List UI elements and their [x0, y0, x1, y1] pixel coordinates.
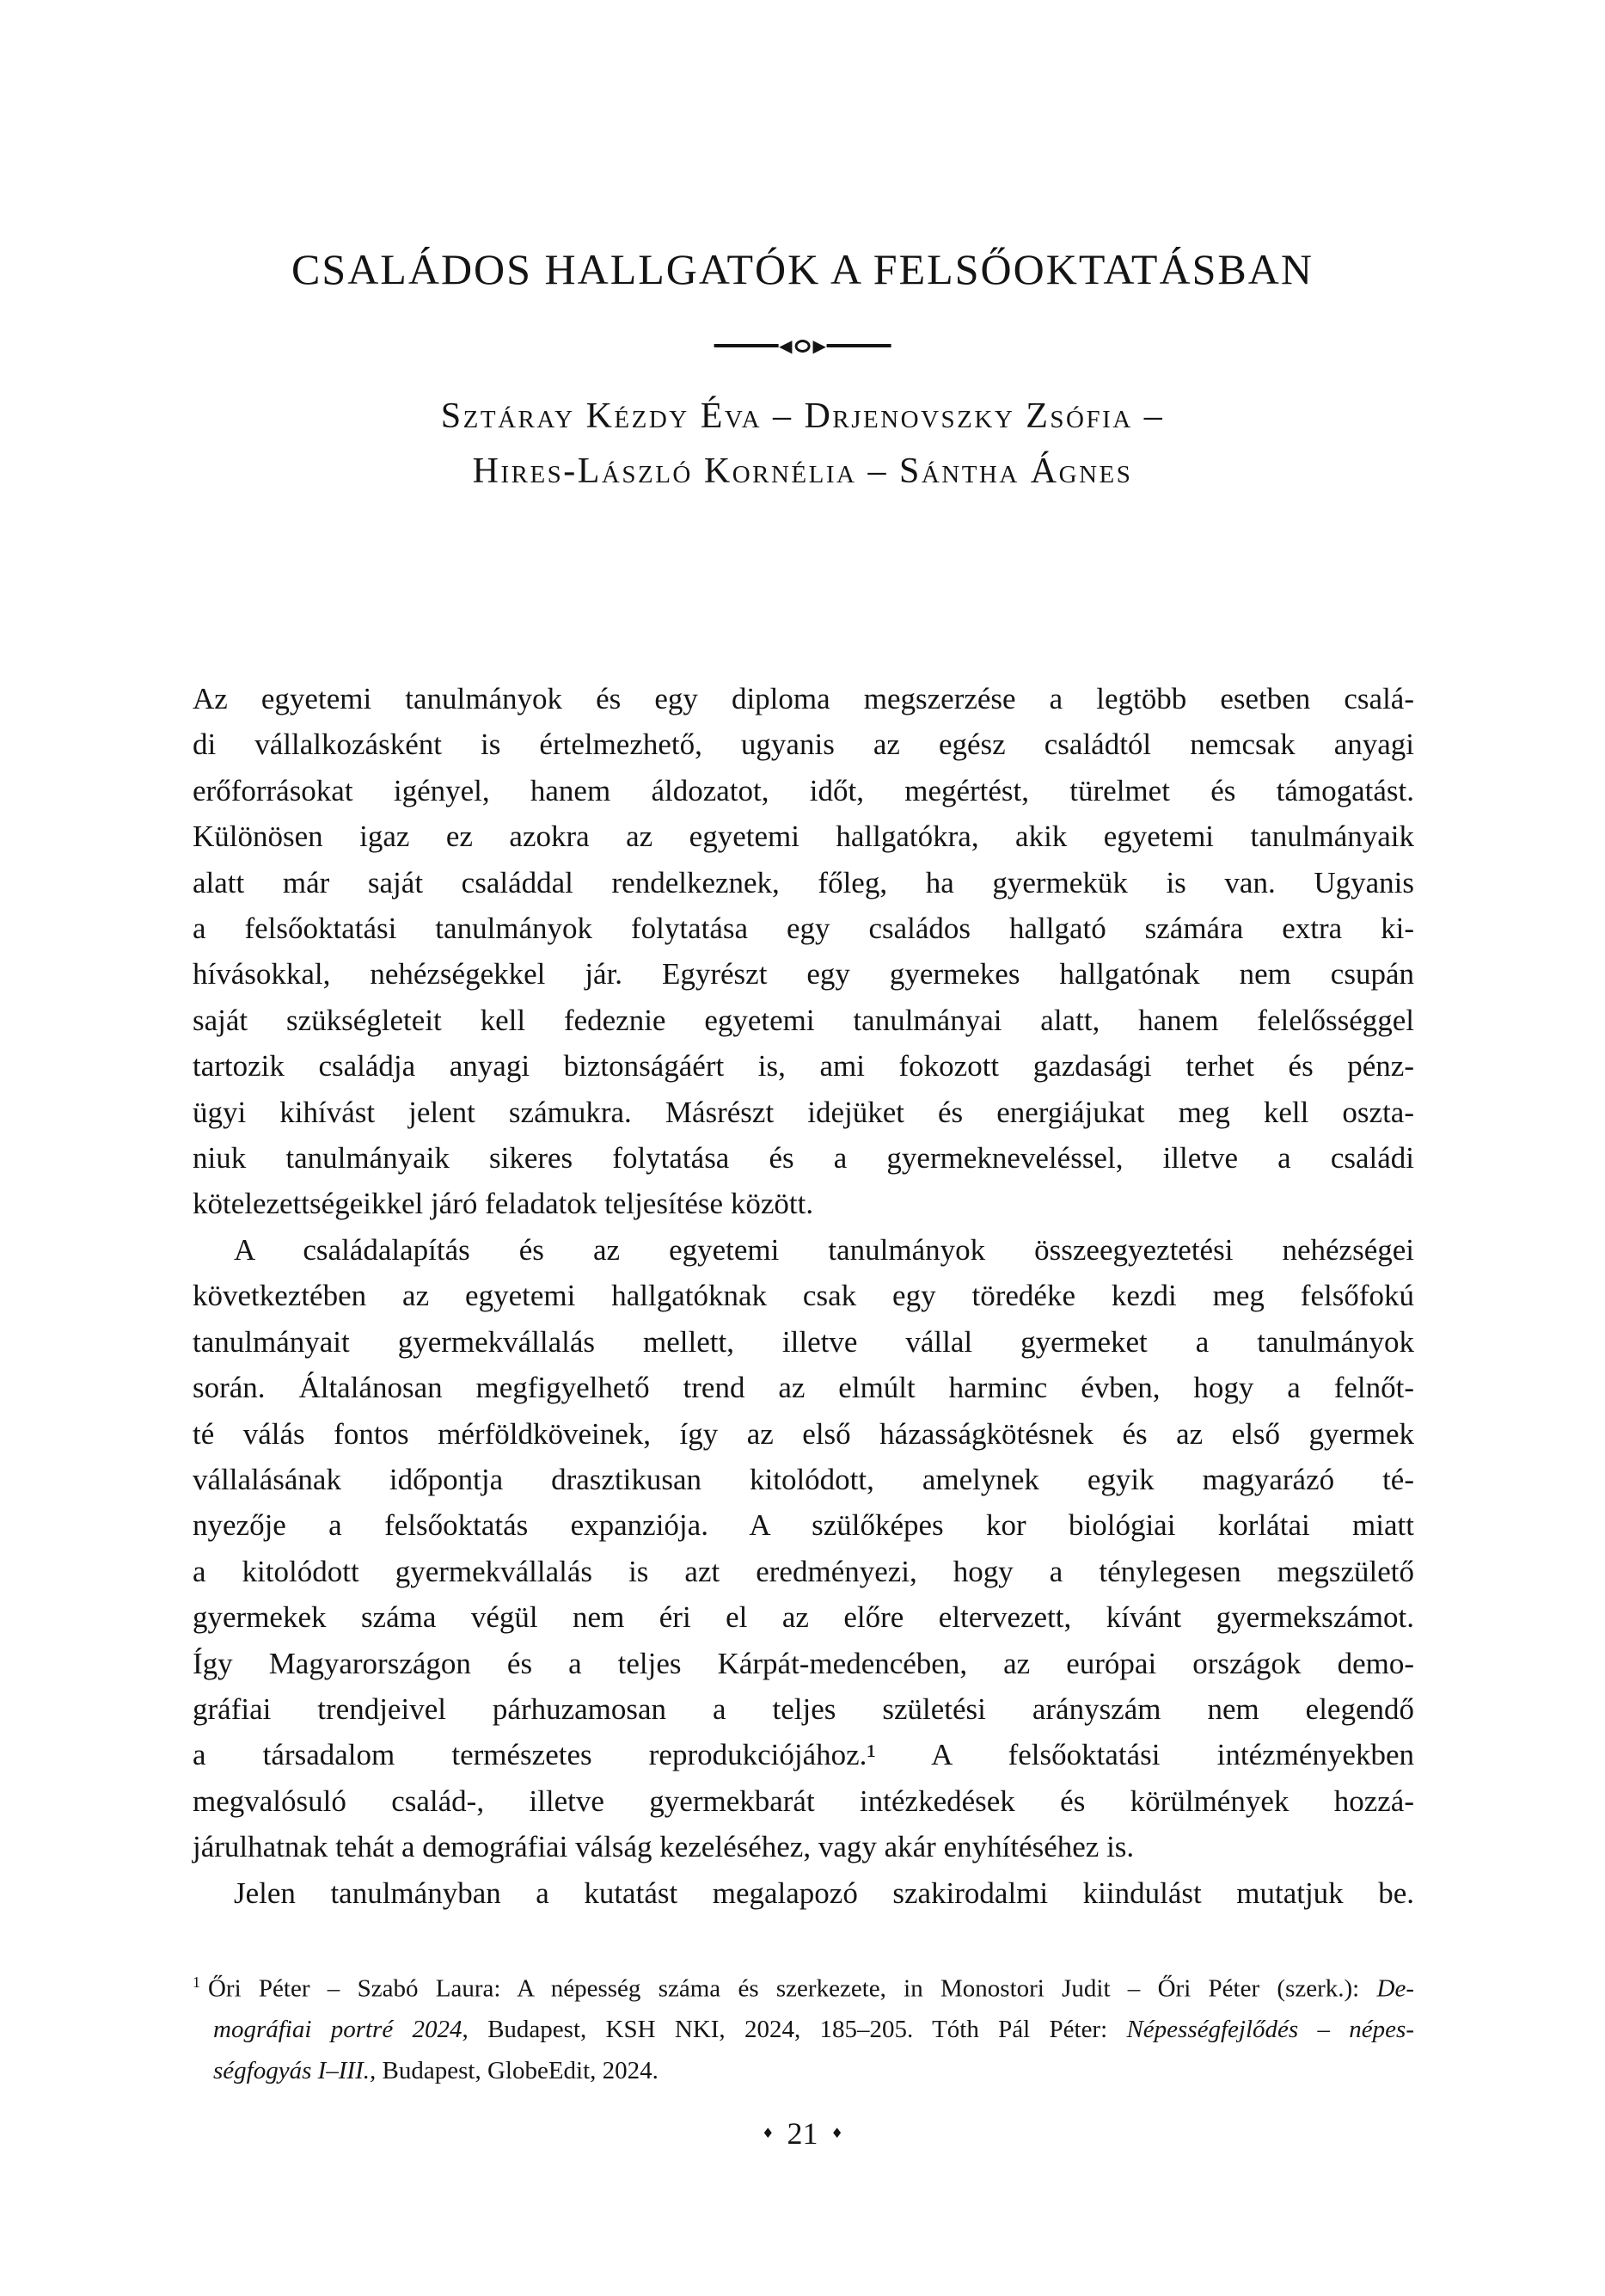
body-line: gráfiai trendjeivel párhuzamosan a teljes születési arányszám nem elegendő	[193, 1691, 1414, 1726]
footnote-line	[193, 1962, 1414, 2010]
body-line: gyermekek száma végül nem éri el az előre eltervezett, kívánt gyermekszámot.	[193, 1600, 1414, 1635]
footnote	[193, 1962, 1414, 2091]
body-text	[193, 676, 1414, 1916]
authors-line-1: Sztáray Kézdy Éva – Drjenovszky Zsófia –	[440, 396, 1165, 436]
body-line: következtében az egyetemi hallgatóknak csak egy töredéke kezdi meg felsőfokú	[193, 1279, 1414, 1313]
body-line: Különösen igaz ez azokra az egyetemi hallgatókra, akik egyetemi tanulmányaik	[193, 820, 1414, 854]
page-number-value: 21	[787, 2116, 818, 2151]
body-line: erőforrásokat igényel, hanem áldozatot, időt, megértést, türelmet és támogatást.	[193, 773, 1414, 807]
body-line: tartozik családja anyagi biztonságáért is, ami fokozott gazdasági terhet és pénz-	[193, 1049, 1414, 1084]
body-line: saját szükségleteit kell fedeznie egyetemi tanulmányai alatt, hanem felelősséggel	[193, 1003, 1414, 1037]
right-triangle-icon: ▶	[812, 335, 826, 356]
paragraph-3	[193, 1870, 1414, 1916]
body-line: a kitolódott gyermekvállalás is azt eredményezi, hogy a ténylegesen megszülető	[193, 1554, 1414, 1588]
footnote-line	[193, 2010, 1414, 2051]
body-line: hívásokkal, nehézségekkel jár. Egyrészt egy gyermekes hallgatónak nem csupán	[193, 957, 1414, 991]
footnote-text-italic: Népességfejlődés – népes-	[1126, 2016, 1414, 2044]
body-line: megvalósuló család-, illetve gyermekbarát intézkedések és körülmények hozzá-	[193, 1783, 1414, 1818]
paragraph-2	[193, 1227, 1414, 1870]
footnote-text: , Budapest, KSH NKI, 2024, 185–205. Tóth Pál Péter:	[462, 2016, 1127, 2044]
body-line: a társadalom természetes reprodukciójához.¹ A felsőoktatási intézményekben	[193, 1738, 1414, 1772]
authors-line-2: Hires-László Kornélia – Sántha Ágnes	[472, 451, 1133, 491]
ornament-line-right	[827, 344, 891, 347]
diamond-icon: ♦	[830, 2125, 843, 2141]
body-line: niuk tanulmányaik sikeres folytatása és a gyermekneveléssel, illetve a családi	[193, 1141, 1414, 1176]
paragraph-1	[193, 676, 1414, 1227]
page-number	[0, 2115, 1605, 2152]
body-line: Az egyetemi tanulmányok és egy diploma megszerzése a legtöbb esetben csalá-	[193, 682, 1414, 715]
authors-block	[0, 389, 1605, 499]
body-line: kötelezettségeikkel járó feladatok teljesítése között.	[193, 1187, 814, 1221]
body-line: A családalapítás és az egyetemi tanulmányok összeegyeztetési nehézségei	[234, 1232, 1414, 1267]
body-line: té válás fontos mérföldköveinek, így az első házasságkötésnek és az első gyermek	[193, 1416, 1414, 1451]
body-line: di vállalkozásként is értelmezhető, ugyanis az egész családtól nemcsak anyagi	[193, 727, 1414, 762]
body-line: ügyi kihívást jelent számukra. Másrészt idejüket és energiájukat meg kell oszta-	[193, 1095, 1414, 1129]
footnote-text-italic: ségfogyás I–III.,	[213, 2056, 377, 2084]
ornament-line-left	[714, 344, 778, 347]
diamond-icon: ♦	[762, 2125, 775, 2141]
footnote-line	[193, 2051, 1414, 2092]
body-line: tanulmányait gyermekvállalás mellett, illetve vállal gyermeket a tanulmányok	[193, 1324, 1414, 1359]
body-line: Jelen tanulmányban a kutatást megalapozó szakirodalmi kiindulást mutatjuk be.	[234, 1875, 1414, 1910]
body-line: vállalásának időpontja drasztikusan kitolódott, amelynek egyik magyarázó té-	[193, 1462, 1414, 1496]
section-divider-ornament	[714, 335, 891, 356]
footnote-marker: 1	[193, 1974, 200, 1991]
footnote-text-italic: mográfiai portré 2024	[213, 2016, 463, 2044]
body-line: alatt már saját családdal rendelkeznek, főleg, ha gyermekük is van. Ugyanis	[193, 865, 1414, 899]
circle-icon	[795, 340, 811, 353]
left-triangle-icon: ◀	[779, 335, 793, 356]
footnote-text: Őri Péter – Szabó Laura: A népesség száma és szerkezete, in Monostori Judit – Őri Péter (szerk.):	[207, 1974, 1377, 2003]
body-line: nyezője a felsőoktatás expanziója. A szülőképes kor biológiai korlátai miatt	[193, 1508, 1414, 1543]
body-line: során. Általánosan megfigyelhető trend az elmúlt harminc évben, hogy a felnőt-	[193, 1371, 1414, 1405]
article-title: CSALÁDOS HALLGATÓK A FELSŐOKTATÁSBAN	[291, 245, 1314, 293]
body-line: Így Magyarországon és a teljes Kárpát-medencében, az európai országok demo-	[193, 1646, 1414, 1680]
footnote-text-italic: De-	[1376, 1974, 1414, 2003]
footnote-text: Budapest, GlobeEdit, 2024.	[376, 2056, 659, 2084]
body-line: a felsőoktatási tanulmányok folytatása egy családos hallgató számára extra ki-	[193, 912, 1414, 946]
body-line: járulhatnak tehát a demográfiai válság kezeléséhez, vagy akár enyhítéséhez is.	[193, 1830, 1135, 1864]
